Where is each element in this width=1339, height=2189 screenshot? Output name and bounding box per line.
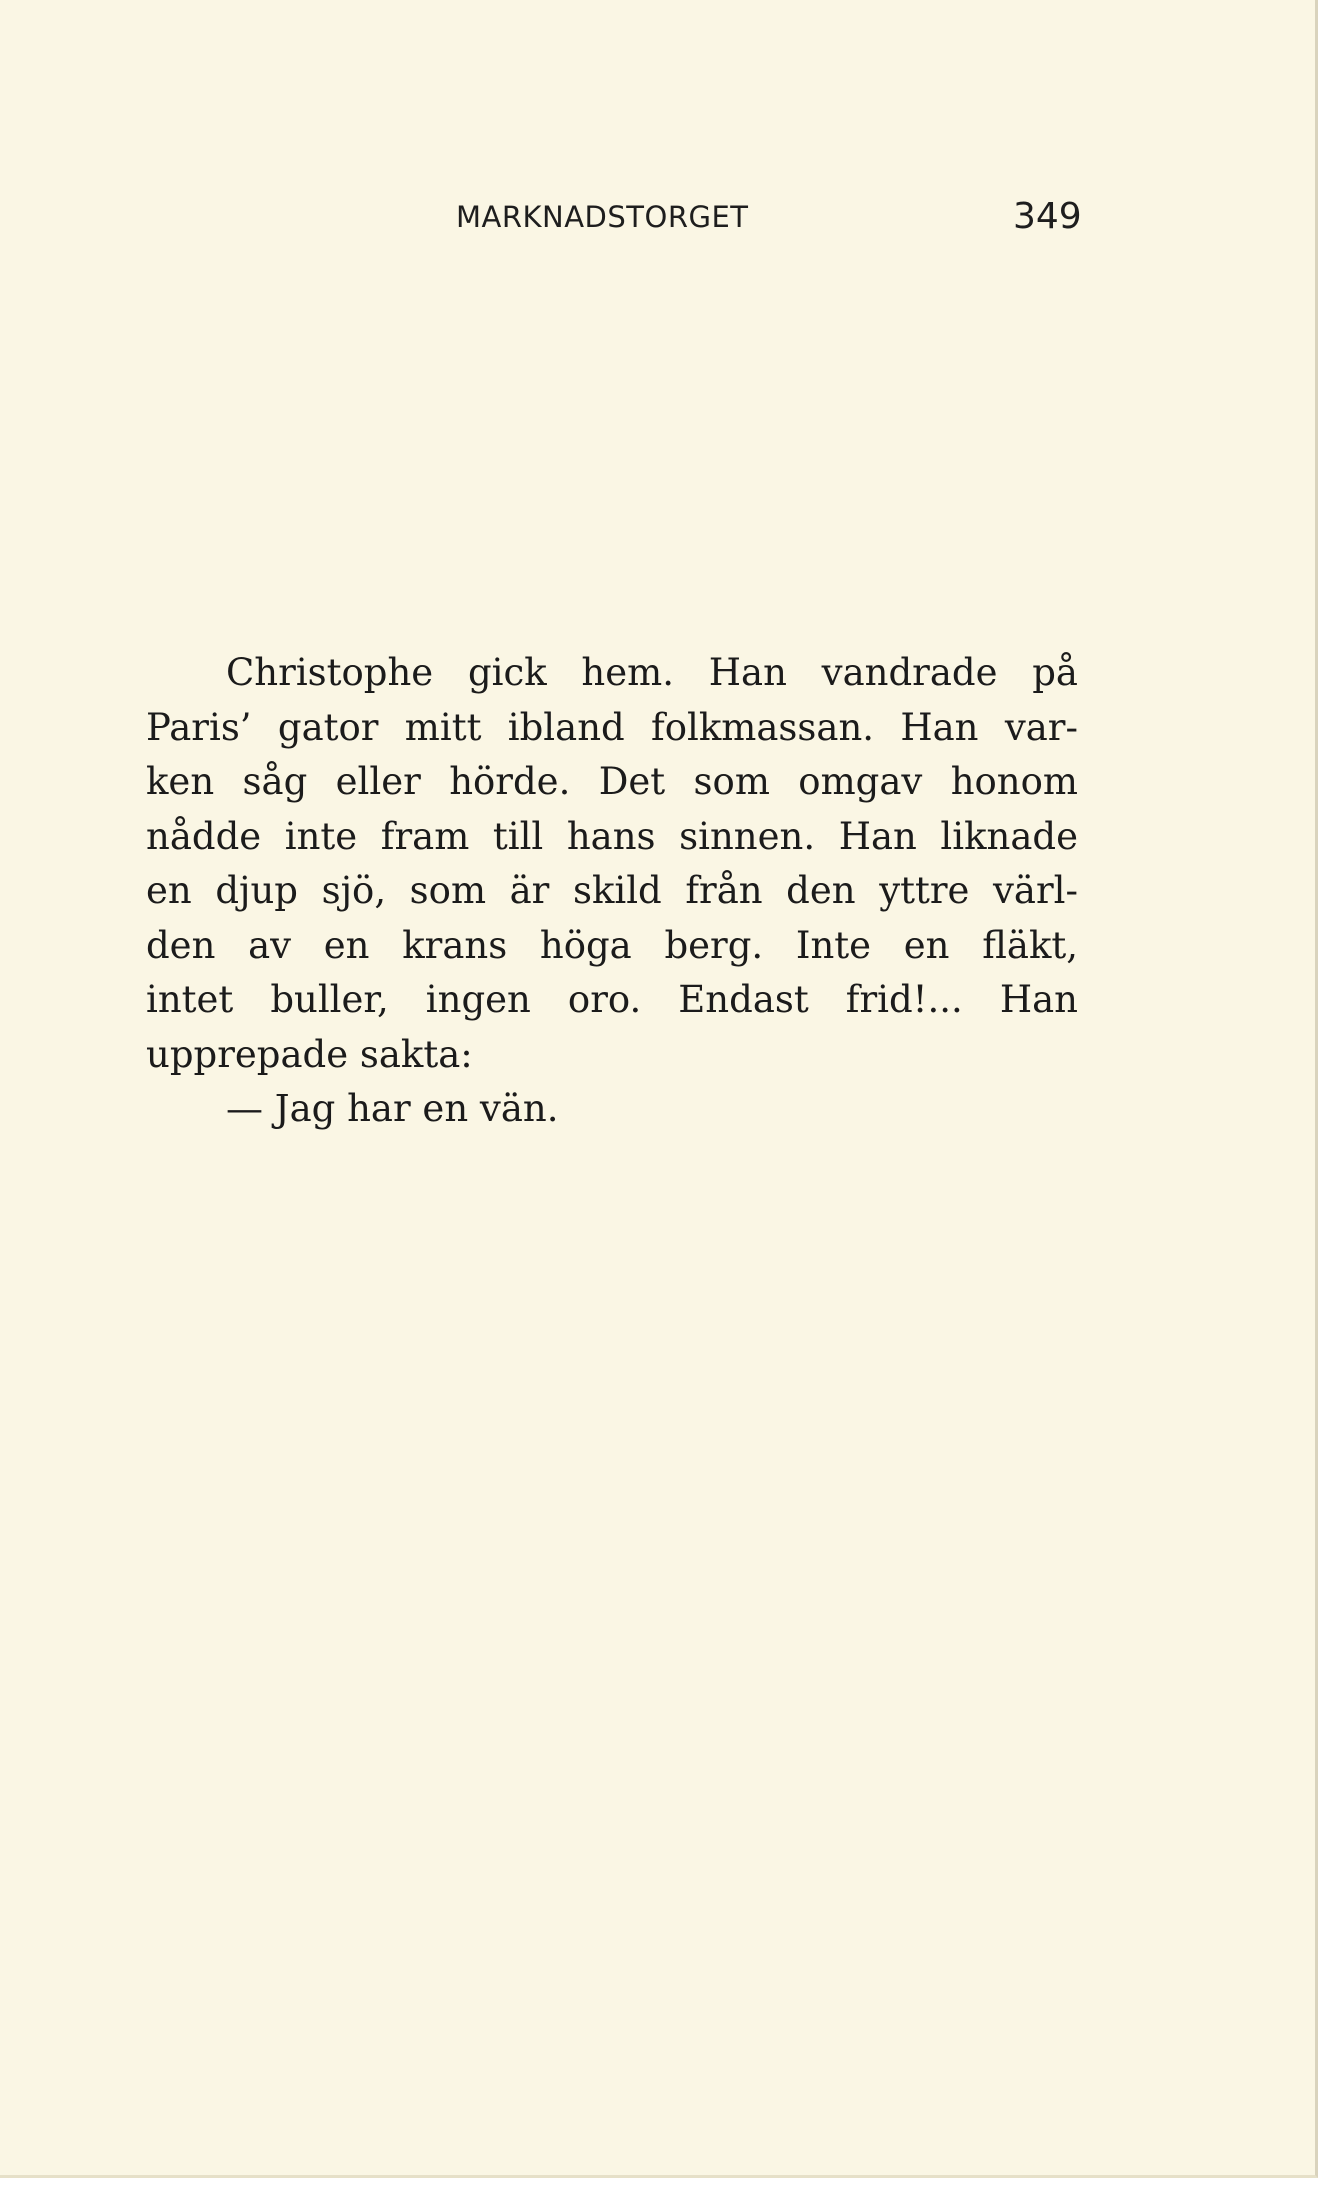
body-text <box>146 646 1078 1137</box>
text-line: Christophe gick hem. Han vandrade på <box>226 651 1078 694</box>
text-line: upprepade sakta: <box>146 1032 473 1076</box>
text-line: ken såg eller hörde. Det som omgav honom <box>146 760 1078 803</box>
page-edge <box>1318 0 1339 2189</box>
text-line: den av en krans höga berg. Inte en fläkt, <box>146 923 1078 967</box>
text-line: Paris’ gator mitt ibland folkmassan. Han var- <box>146 705 1078 749</box>
dialogue-line: — Jag har en vän. <box>226 1087 559 1130</box>
text-line: intet buller, ingen oro. Endast frid!... Han <box>146 978 1078 1021</box>
text-line: en djup sjö, som är skild från den yttre värl- <box>146 869 1078 912</box>
text-line: nådde inte fram till hans sinnen. Han liknade <box>146 814 1078 858</box>
running-head: MARKNADSTORGET <box>456 200 749 234</box>
page-number: 349 <box>1013 196 1082 237</box>
